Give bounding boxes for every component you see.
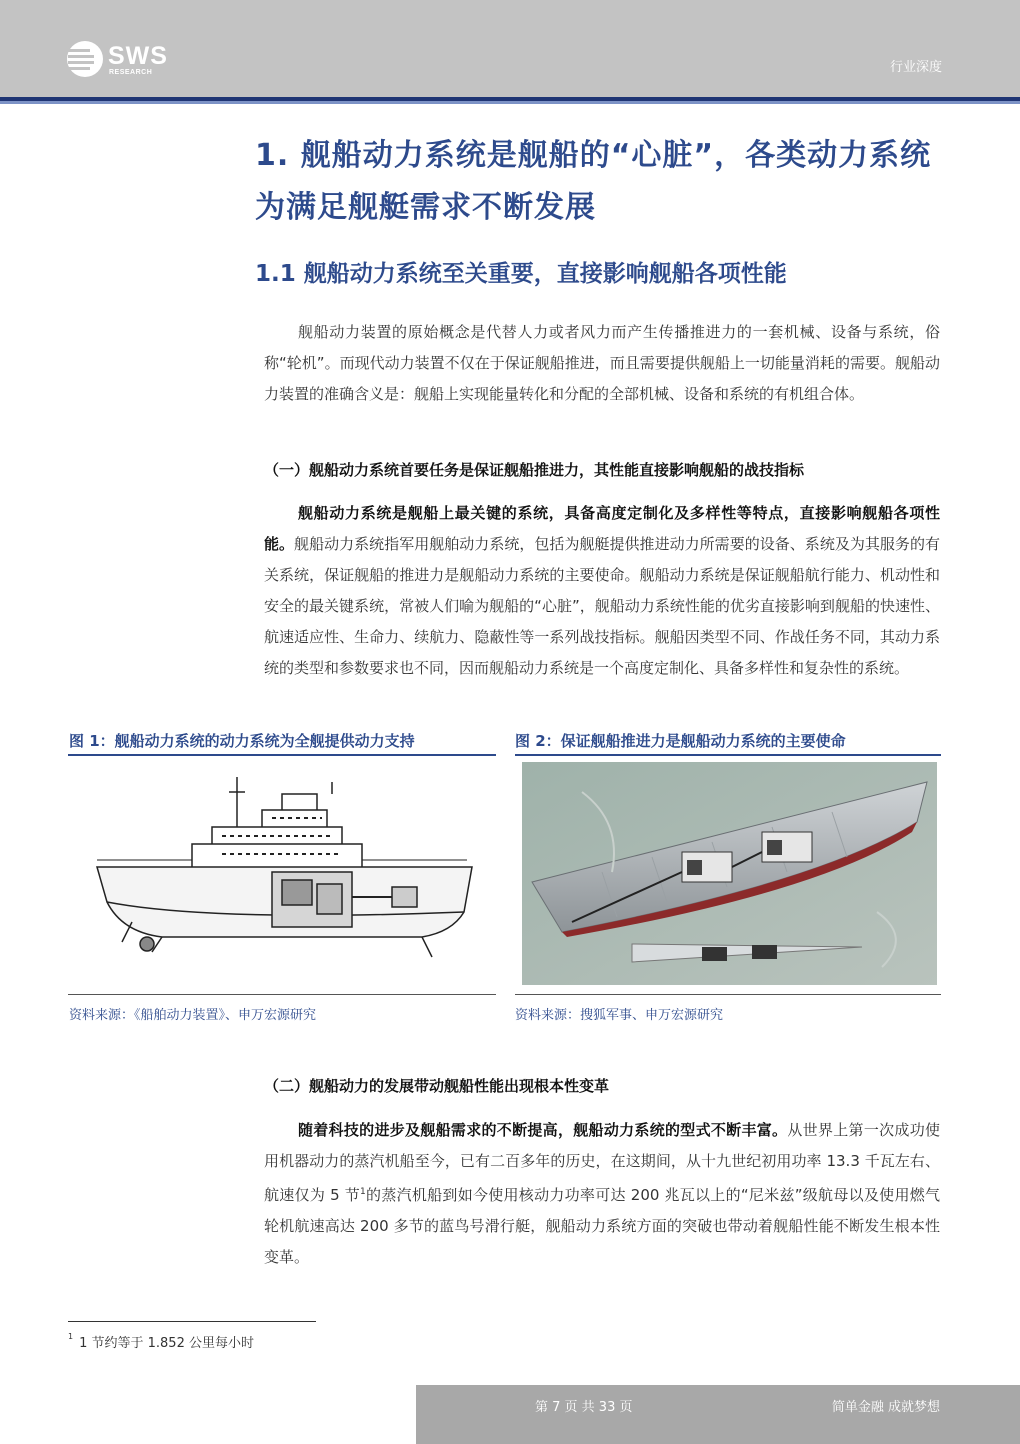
paragraph-3	[264, 1115, 940, 1273]
figure-2-bottom-rule	[515, 994, 941, 995]
ship-cross-section-figure	[92, 772, 480, 982]
header-band	[0, 0, 1020, 97]
footnote-mark: 1	[68, 1332, 74, 1341]
logo-text: SWS	[108, 42, 168, 70]
figure-2-top-rule	[515, 754, 941, 756]
figure-2-title: 图 2：保证舰船推进力是舰船动力系统的主要使命	[515, 732, 846, 750]
paragraph-3-body-b: 的蒸汽机船到如今使用核动力功率可达 200 兆瓦以上的“尼米兹”级航母以及使用燃气轮机航速高达 200 多节的蓝鸟号滑行艇，舰船动力系统方面的突破也带动着舰船性能不断发生根本性变革。	[264, 1186, 940, 1266]
footer-slogan: 简单金融 成就梦想	[831, 1400, 940, 1415]
footnote-ref: 1	[360, 1187, 366, 1197]
figure-1-top-rule	[68, 754, 496, 756]
paragraph-2	[264, 498, 940, 684]
ship-propulsion-model-figure	[522, 762, 937, 985]
figure-1-title: 图 1：舰船动力系统的动力系统为全舰提供动力支持	[69, 732, 415, 750]
paragraph-3-body-a: 从世界上第一次成功使用机器动力的蒸汽机船至今，已有二百多年的历史，在这期间，从十九世纪初用功率 13.3 千瓦左右、航速仅为 5 节	[264, 1121, 940, 1204]
figure-2-source: 资料来源：搜狐军事、申万宏源研究	[515, 1008, 724, 1023]
document-type: 行业深度	[889, 60, 942, 75]
figure-1-source: 资料来源：《船舶动力装置》、申万宏源研究	[69, 1008, 317, 1023]
subsection-heading: 1.1 舰船动力系统至关重要，直接影响舰船各项性能	[255, 261, 787, 287]
paragraph-2-lead: 舰船动力系统是舰船上最关键的系统，具备高度定制化及多样性等特点，直接影响舰船各项性能。	[264, 504, 940, 553]
paragraph-intro: 舰船动力装置的原始概念是代替人力或者风力而产生传播推进力的一套机械、设备与系统，俗称“轮机”。而现代动力装置不仅在于保证舰船推进，而且需要提供舰船上一切能量消耗的需要。舰船动力装置的准确含义是：舰船上实现能量转化和分配的全部机械、设备和系统的有机组合体。	[264, 323, 940, 403]
paragraph-3-lead: 随着科技的进步及舰船需求的不断提高，舰船动力系统的型式不断丰富。	[298, 1121, 788, 1139]
section-heading: 1. 舰船动力系统是舰船的“心脏”，各类动力系统为满足舰艇需求不断发展	[255, 138, 932, 225]
logo-subtext: RESEARCH	[109, 69, 153, 76]
figure-1-bottom-rule	[68, 994, 496, 995]
sws-logo-icon	[66, 40, 104, 78]
paragraph-2-body: 舰船动力系统指军用舰舶动力系统，包括为舰艇提供推进动力所需要的设备、系统及为其服务的有关系统，保证舰船的推进力是舰船动力系统的主要使命。舰船动力系统是保证舰船航行能力、机动性和安全的最关键系统，常被人们喻为舰船的“心脏”，舰船动力系统性能的优劣直接影响到舰船的快速性、航速适应性、生命力、续航力、隐蔽性等一系列战技指标。舰船因类型不同、作战任务不同，其动力系统的类型和参数要求也不同，因而舰船动力系统是一个高度定制化、具备多样性和复杂性的系统。	[264, 535, 940, 677]
header-rule-light	[0, 101, 1020, 104]
footnote-rule	[68, 1321, 316, 1322]
footnote-text: 1 节约等于 1.852 公里每小时	[79, 1336, 254, 1351]
subheading-1: （一）舰船动力系统首要任务是保证舰船推进力，其性能直接影响舰船的战技指标	[264, 461, 805, 479]
page-number: 第 7 页 共 33 页	[535, 1400, 633, 1415]
sws-logo	[66, 40, 176, 82]
subheading-2: （二）舰船动力的发展带动舰船性能出现根本性变革	[264, 1077, 610, 1095]
footnote	[68, 1332, 254, 1351]
